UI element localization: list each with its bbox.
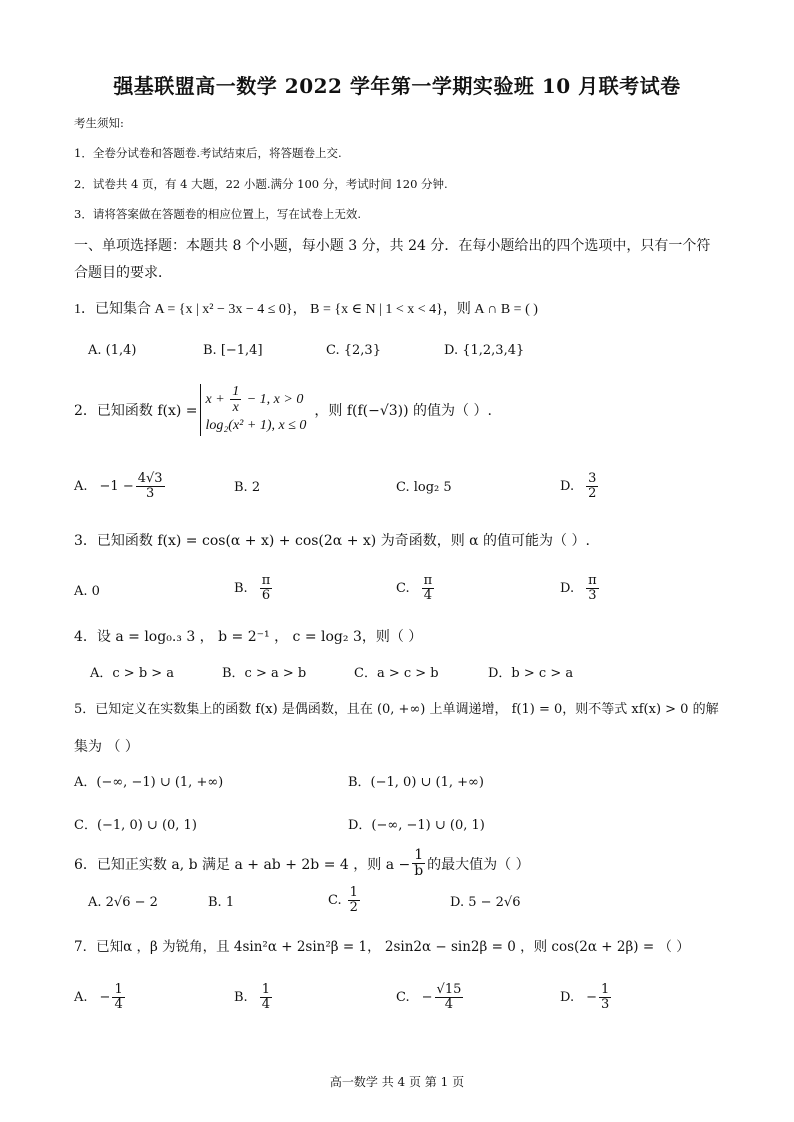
fraction-numerator: √15: [436, 982, 462, 997]
fraction-denominator: 2: [588, 486, 597, 502]
option-fraction: [348, 886, 360, 916]
option-prefix: −: [421, 990, 433, 1006]
question-7-option-b: [234, 983, 274, 1013]
fraction-denominator: 3: [588, 588, 597, 604]
question-6-option-b: B. 1: [208, 895, 235, 910]
question-6-option-d: D. 5 − 2√6: [450, 895, 521, 910]
fraction-denominator: 3: [601, 997, 610, 1013]
question-1-stem-part-a: 1．已知集合 A = {x | x² − 3x − 4 ≤ 0}，: [74, 302, 307, 317]
question-4-option-a: A．c > b > a: [90, 666, 175, 681]
question-3-stem: 3．已知函数 f(x) = cos(α + x) + cos(2α + x) 为奇函数，则 α 的值可能为（ ）.: [74, 533, 590, 549]
option-label: B.: [234, 990, 248, 1006]
question-2-piece-1: [206, 384, 307, 416]
question-5-option-c: C．(−1, 0) ∪ (0, 1): [74, 818, 197, 833]
fraction-numerator: 1: [414, 847, 424, 863]
fraction-denominator: 4: [444, 997, 454, 1013]
notice-item-1: 1．全卷分试卷和答题卷.考试结束后，将答题卷上交.: [74, 146, 342, 160]
question-2-option-a: [74, 472, 167, 502]
question-6-stem-part-a: 6．已知正实数 a, b 满足 a + ab + 2b = 4 ，则 a −: [74, 856, 411, 873]
question-1-option-d: D. {1,2,3,4}: [444, 343, 525, 358]
question-4-option-c: C．a > c > b: [354, 666, 439, 681]
question-6-stem-part-b: 的最大值为（ ）: [427, 856, 530, 873]
option-fraction: [586, 574, 599, 604]
question-6-fraction: [412, 848, 425, 880]
question-5-option-d: D．(−∞, −1) ∪ (0, 1): [348, 818, 485, 833]
fraction-numerator: 4√3: [137, 471, 163, 486]
question-1-stem: [74, 298, 538, 318]
fraction-denominator: 6: [261, 588, 271, 604]
option-fraction: [136, 472, 165, 502]
option-fraction: [599, 983, 611, 1013]
question-1-option-a: A. (1,4): [88, 343, 137, 358]
question-2-suffix: ，则 f(f(−√3)) 的值为（ ）.: [314, 402, 492, 419]
question-4-option-d: D．b > c > a: [488, 666, 574, 681]
fraction-denominator: b: [414, 863, 424, 880]
fraction-numerator: π: [261, 573, 271, 588]
option-label: C.: [396, 581, 410, 597]
notice-item-3: 3．请将答案做在答题卷的相应位置上，写在试卷上无效.: [74, 207, 361, 221]
fraction-numerator: π: [588, 573, 597, 588]
question-5-option-a: A．(−∞, −1) ∪ (1, +∞): [74, 775, 224, 790]
notice-item-2: 2．试卷共 4 页，有 4 大题，22 小题.满分 100 分，考试时间 120 分钟.: [74, 177, 448, 191]
option-fraction: [260, 574, 273, 604]
option-label: C.: [328, 893, 342, 909]
fraction-denominator: x: [232, 400, 239, 416]
fraction-numerator: π: [423, 573, 433, 588]
question-3-option-b: [234, 574, 274, 604]
fraction-numerator: 1: [601, 982, 610, 997]
notice-heading: 考生须知:: [74, 116, 124, 130]
option-prefix: −1 −: [99, 479, 134, 495]
option-prefix: −: [586, 990, 597, 1006]
option-label: B.: [234, 581, 248, 597]
option-fraction: [586, 472, 598, 502]
option-label: A.: [74, 479, 88, 495]
question-3-option-a: A. 0: [74, 584, 100, 599]
fraction-numerator: 1: [114, 982, 123, 997]
option-label: C.: [396, 990, 410, 1006]
option-fraction: [112, 983, 124, 1013]
question-5-option-b: B．(−1, 0) ∪ (1, +∞): [348, 775, 484, 790]
option-fraction: [260, 983, 272, 1013]
question-3-option-c: [396, 574, 436, 604]
question-2-option-d: [560, 472, 600, 502]
option-label: D.: [560, 990, 575, 1006]
question-1-stem-part-b: B = {x ∈ N | 1 < x < 4}，则 A ∩ B = ( ): [310, 302, 538, 317]
fraction-denominator: 4: [423, 588, 433, 604]
question-2-prefix: 2．已知函数 f(x) =: [74, 402, 198, 419]
fraction-numerator: 3: [588, 471, 597, 486]
piece-1-part-a: x +: [205, 392, 225, 408]
option-fraction: [422, 574, 435, 604]
piece-1-part-b: − 1, x > 0: [246, 392, 304, 408]
question-6-option-c: [328, 886, 362, 916]
fraction-numerator: 1: [261, 982, 270, 997]
question-1-option-c: C. {2,3}: [326, 343, 381, 358]
question-7-option-a: [74, 983, 127, 1013]
question-2-stem: [74, 384, 492, 436]
question-4-option-b: B．c > a > b: [222, 666, 307, 681]
section-heading: 一、单项选择题：本题共 8 个小题，每小题 3 分，共 24 分．在每小题给出的四个选项中，只有一个符合题目的要求．: [74, 238, 711, 281]
question-2-piecewise: [200, 384, 307, 436]
question-5-stem-line-2: 集为 （ ）: [74, 739, 139, 755]
question-6-option-a: A. 2√6 − 2: [88, 895, 158, 910]
fraction-denominator: 4: [114, 997, 123, 1013]
question-1-option-b: B. [−1,4]: [203, 343, 263, 358]
piece-1-fraction: [230, 384, 241, 416]
option-label: D.: [560, 479, 575, 495]
fraction-denominator: 2: [349, 900, 358, 916]
question-4-stem: 4．设 a = log₀.₃ 3 ， b = 2⁻¹ ， c = log₂ 3，则（ ）: [74, 629, 423, 645]
question-5-stem-line-1: 5．已知定义在实数集上的函数 f(x) 是偶函数，且在 (0, +∞) 上单调递增， f(1) = 0，则不等式 xf(x) > 0 的解: [74, 702, 719, 717]
question-2-option-b: B. 2: [234, 480, 261, 495]
fraction-numerator: 1: [349, 885, 358, 900]
question-7-option-c: [396, 983, 465, 1013]
fraction-denominator: 3: [146, 486, 155, 502]
question-6-stem: [74, 848, 530, 880]
question-7-stem: 7．已知α ，β 为锐角，且 4sin²α + 2sin²β = 1， 2sin2α − sin2β = 0 ，则 cos(2α + 2β) = （ ）: [74, 939, 690, 955]
exam-title: 强基联盟高一数学 2022 学年第一学期实验班 10 月联考试卷: [113, 74, 681, 98]
option-fraction: [435, 983, 464, 1013]
question-3-option-d: [560, 574, 601, 604]
question-7-option-d: [560, 983, 613, 1013]
option-label: A.: [74, 990, 88, 1006]
question-2-piece-2: log₂(x² + 1), x ≤ 0: [205, 417, 307, 433]
option-prefix: −: [99, 990, 111, 1006]
fraction-denominator: 4: [261, 997, 270, 1013]
fraction-numerator: 1: [232, 384, 240, 399]
option-label: D.: [560, 581, 575, 597]
page-footer: 高一数学 共 4 页 第 1 页: [329, 1075, 465, 1089]
question-2-option-c: C. log₂ 5: [396, 480, 452, 495]
